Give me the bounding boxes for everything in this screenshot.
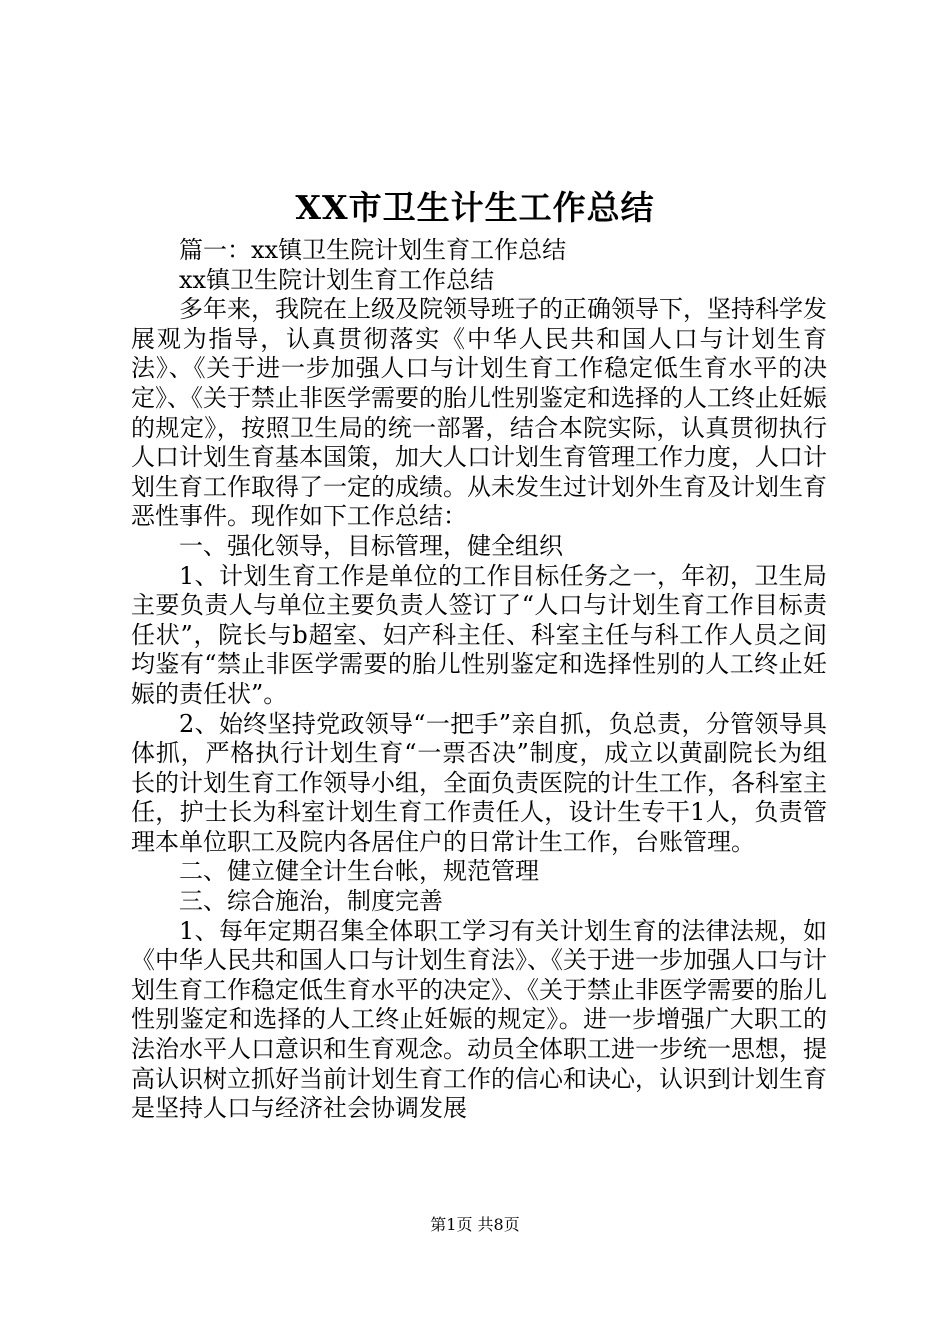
paragraph: 1、计划生育工作是单位的工作目标任务之一，年初，卫生局主要负责人与单位主要负责人签订了“人口与计划生育工作目标责任状”，院长与b超室、妇产科主任、科室主任与科工作人员之间均鉴有“禁止非医学需要的胎儿性别鉴定和选择性别的人工终止妊娠的责任状”。 [131, 561, 827, 708]
paragraph: 多年来，我院在上级及院领导班子的正确领导下，坚持科学发展观为指导，认真贯彻落实《中华人民共和国人口与计划生育法》、《关于进一步加强人口与计划生育工作稳定低生育水平的决定》、《关于禁止非医学需要的胎儿性别鉴定和选择的人工终止妊娠的规定》，按照卫生局的统一部署，结合本院实际，认真贯彻执行人口计划生育基本国策，加大人口计划生育管理工作力度，人口计划生育工作取得了一定的成绩。从未发生过计划外生育及计划生育恶性事件。现作如下工作总结： [131, 295, 827, 531]
section-heading: 二、健立健全计生台帐，规范管理 [179, 857, 539, 886]
paragraph: 1、每年定期召集全体职工学习有关计划生育的法律法规，如《中华人民共和国人口与计划生育法》、《关于进一步加强人口与计划生育工作稳定低生育水平的决定》、《关于禁止非医学需要的胎儿性别鉴定和选择的人工终止妊娠的规定》。进一步增强广大职工的法治水平人口意识和生育观念。动员全体职工进一步统一思想，提高认识树立抓好当前计划生育工作的信心和诀心，认识到计划生育是坚持人口与经济社会协调发展 [131, 916, 827, 1123]
paragraph: 2、始终坚持党政领导“一把手”亲自抓，负总责，分管领导具体抓，严格执行计划生育“一票否决”制度，成立以黄副院长为组长的计划生育工作领导小组，全面负责医院的计生工作，各科室主任，护士长为科室计划生育工作责任人，设计生专干1人，负责管理本单位职工及院内各居住户的日常计生工作，台账管理。 [131, 709, 827, 856]
document-body [131, 236, 827, 1124]
page-footer: 第1页 共8页 [430, 1215, 520, 1234]
paragraph: xx镇卫生院计划生育工作总结 [179, 265, 495, 294]
section-heading: 一、强化领导，目标管理，健全组织 [179, 531, 563, 560]
paragraph: 篇一：xx镇卫生院计划生育工作总结 [179, 236, 567, 264]
section-heading: 三、综合施治，制度完善 [179, 887, 443, 916]
document-title: XX市卫生计生工作总结 [295, 188, 655, 227]
